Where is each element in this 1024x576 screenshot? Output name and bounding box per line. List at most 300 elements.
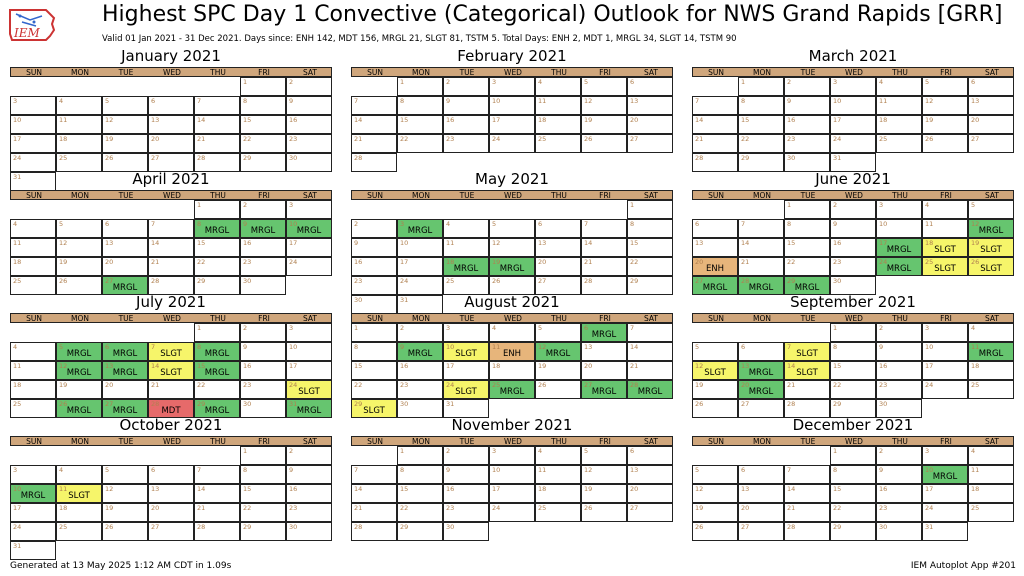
day-number: 16	[354, 258, 363, 266]
outlook-category-label: MRGL	[591, 387, 617, 397]
day-cell	[10, 484, 56, 503]
day-cell	[784, 342, 830, 361]
day-number: 7	[630, 324, 635, 332]
day-cell	[922, 77, 968, 96]
day-cell	[627, 77, 673, 96]
weekday-label: TUE	[459, 68, 475, 77]
day-number: 3	[925, 447, 930, 455]
weekday-label: SAT	[643, 191, 659, 200]
day-number: 5	[538, 324, 543, 332]
day-cell	[443, 446, 489, 465]
day-number: 17	[833, 116, 842, 124]
outlook-category-label: ENH	[705, 264, 725, 274]
day-cell	[581, 446, 627, 465]
day-number: 1	[400, 78, 405, 86]
day-cell	[489, 465, 535, 484]
day-cell	[876, 115, 922, 134]
day-number: 30	[354, 296, 363, 304]
day-cell	[968, 238, 1014, 257]
day-number: 3	[833, 78, 838, 86]
day-number: 5	[105, 466, 110, 474]
outlook-category-label: MRGL	[250, 226, 276, 236]
day-number: 21	[197, 135, 206, 143]
day-number: 20	[630, 116, 639, 124]
day-cell	[240, 380, 286, 399]
day-cell	[581, 96, 627, 115]
day-cell	[397, 77, 443, 96]
day-number: 14	[151, 362, 160, 370]
day-cell	[627, 446, 673, 465]
day-cell	[535, 446, 581, 465]
day-number: 14	[787, 485, 796, 493]
day-cell	[830, 96, 876, 115]
day-cell	[692, 522, 738, 541]
day-number: 16	[879, 485, 888, 493]
month-title: August 2021	[464, 293, 560, 311]
day-cell	[443, 361, 489, 380]
outlook-category-label: SLGT	[68, 491, 90, 501]
svg-text:IEM: IEM	[14, 26, 40, 40]
outlook-category-label: MRGL	[66, 406, 92, 416]
day-cell	[240, 522, 286, 541]
day-cell	[286, 503, 332, 522]
outlook-category-label: MRGL	[499, 264, 525, 274]
day-number: 3	[879, 201, 884, 209]
day-number: 9	[400, 343, 405, 351]
outlook-category-label: MRGL	[296, 406, 322, 416]
day-cell	[194, 342, 240, 361]
day-cell	[627, 361, 673, 380]
outlook-category-label: SLGT	[934, 264, 956, 274]
day-number: 12	[584, 97, 593, 105]
weekday-label: SAT	[302, 437, 318, 446]
day-number: 1	[197, 201, 202, 209]
day-number: 16	[289, 485, 298, 493]
day-cell	[922, 257, 968, 276]
day-number: 21	[787, 381, 796, 389]
weekday-label: TUE	[118, 191, 134, 200]
outlook-category-label: MRGL	[978, 226, 1004, 236]
day-cell	[10, 380, 56, 399]
day-cell	[102, 484, 148, 503]
outlook-category-label: MRGL	[407, 226, 433, 236]
day-number: 26	[105, 523, 114, 531]
day-cell	[240, 342, 286, 361]
day-number: 1	[630, 201, 635, 209]
outlook-category-label: MRGL	[453, 264, 479, 274]
day-number: 27	[151, 154, 160, 162]
day-number: 25	[538, 135, 547, 143]
day-cell	[10, 134, 56, 153]
day-cell	[535, 115, 581, 134]
day-cell	[968, 503, 1014, 522]
day-number: 9	[243, 220, 248, 228]
weekday-label: SAT	[643, 68, 659, 77]
day-cell	[10, 96, 56, 115]
day-cell	[738, 96, 784, 115]
day-number: 3	[446, 324, 451, 332]
month-title: December 2021	[792, 416, 914, 434]
day-number: 10	[400, 239, 409, 247]
day-number: 12	[59, 239, 68, 247]
day-cell	[240, 134, 286, 153]
day-cell	[922, 465, 968, 484]
day-cell	[692, 361, 738, 380]
day-number: 31	[13, 173, 22, 181]
day-number: 30	[243, 400, 252, 408]
weekday-label: THU	[551, 437, 567, 446]
day-number: 5	[492, 220, 497, 228]
weekday-label: THU	[210, 191, 226, 200]
weekday-label: WED	[163, 68, 181, 77]
day-cell	[443, 380, 489, 399]
outlook-category-label: MRGL	[748, 283, 774, 293]
day-number: 20	[151, 135, 160, 143]
day-number: 25	[879, 135, 888, 143]
day-number: 3	[13, 466, 18, 474]
day-number: 14	[354, 485, 363, 493]
day-cell	[581, 361, 627, 380]
day-number: 28	[151, 400, 160, 408]
month-title: March 2021	[808, 47, 898, 65]
day-cell	[240, 465, 286, 484]
day-cell	[489, 115, 535, 134]
day-number: 11	[59, 485, 68, 493]
day-cell	[10, 465, 56, 484]
outlook-category-label: SLGT	[980, 245, 1002, 255]
day-number: 15	[400, 485, 409, 493]
day-number: 29	[197, 400, 206, 408]
day-number: 6	[151, 97, 156, 105]
day-number: 9	[879, 466, 884, 474]
day-number: 2	[879, 324, 884, 332]
day-cell	[876, 380, 922, 399]
day-cell	[627, 380, 673, 399]
day-number: 28	[197, 523, 206, 531]
day-number: 6	[584, 324, 589, 332]
day-number: 19	[584, 485, 593, 493]
day-cell	[922, 522, 968, 541]
day-number: 27	[741, 400, 750, 408]
outlook-category-label: MDT	[161, 406, 181, 416]
day-number: 15	[354, 362, 363, 370]
day-cell	[397, 446, 443, 465]
day-cell	[535, 503, 581, 522]
day-cell	[692, 342, 738, 361]
day-cell	[56, 342, 102, 361]
weekday-label: FRI	[940, 191, 952, 200]
day-number: 17	[879, 239, 888, 247]
weekday-label: MON	[753, 68, 771, 77]
day-number: 14	[151, 239, 160, 247]
day-number: 24	[492, 504, 501, 512]
day-number: 20	[741, 504, 750, 512]
day-number: 26	[695, 400, 704, 408]
day-number: 31	[13, 542, 22, 550]
day-cell	[830, 134, 876, 153]
weekday-label: WED	[163, 437, 181, 446]
weekday-label: SAT	[984, 191, 1000, 200]
day-number: 24	[925, 381, 934, 389]
day-cell	[692, 115, 738, 134]
day-number: 16	[787, 116, 796, 124]
day-cell	[581, 257, 627, 276]
day-number: 22	[243, 135, 252, 143]
day-number: 8	[243, 466, 248, 474]
weekday-label: FRI	[940, 68, 952, 77]
month-title: April 2021	[132, 170, 210, 188]
weekday-label: THU	[210, 437, 226, 446]
day-cell	[194, 257, 240, 276]
outlook-category-label: SLGT	[796, 349, 818, 359]
day-cell	[627, 134, 673, 153]
day-number: 23	[243, 258, 252, 266]
day-cell	[968, 257, 1014, 276]
day-number: 14	[630, 343, 639, 351]
day-number: 28	[197, 154, 206, 162]
day-number: 7	[584, 220, 589, 228]
day-cell	[56, 503, 102, 522]
outlook-category-label: MRGL	[204, 406, 230, 416]
day-cell	[784, 257, 830, 276]
day-number: 18	[446, 258, 455, 266]
weekday-label: MON	[753, 191, 771, 200]
day-cell	[968, 96, 1014, 115]
day-number: 10	[13, 485, 22, 493]
day-number: 27	[630, 504, 639, 512]
day-number: 14	[197, 485, 206, 493]
outlook-category-label: MRGL	[20, 491, 46, 501]
day-number: 22	[400, 504, 409, 512]
day-number: 21	[695, 135, 704, 143]
day-number: 31	[833, 154, 842, 162]
weekday-label: THU	[210, 68, 226, 77]
outlook-category-label: MRGL	[978, 349, 1004, 359]
weekday-label: WED	[504, 68, 522, 77]
day-cell	[738, 238, 784, 257]
month-title: October 2021	[119, 416, 223, 434]
day-number: 24	[400, 277, 409, 285]
day-cell	[922, 200, 968, 219]
weekday-label: MON	[753, 437, 771, 446]
day-cell	[784, 77, 830, 96]
day-cell	[102, 380, 148, 399]
day-cell	[922, 342, 968, 361]
outlook-category-label: ENH	[502, 349, 522, 359]
month-panel	[351, 416, 673, 560]
weekday-label: SUN	[26, 314, 42, 323]
day-number: 4	[538, 78, 543, 86]
day-number: 21	[630, 362, 639, 370]
day-number: 23	[400, 381, 409, 389]
day-cell	[784, 465, 830, 484]
day-number: 19	[584, 116, 593, 124]
weekday-label: FRI	[940, 314, 952, 323]
day-number: 18	[971, 485, 980, 493]
day-cell	[194, 380, 240, 399]
day-cell	[830, 503, 876, 522]
day-number: 5	[584, 447, 589, 455]
day-cell	[876, 503, 922, 522]
day-number: 13	[151, 485, 160, 493]
day-cell	[581, 380, 627, 399]
chart-title: Highest SPC Day 1 Convective (Categorical) Outlook for NWS Grand Rapids [GRR]	[102, 2, 1003, 27]
outlook-category-label: MRGL	[112, 406, 138, 416]
day-cell	[738, 484, 784, 503]
day-cell	[351, 238, 397, 257]
day-cell	[738, 380, 784, 399]
day-number: 13	[105, 239, 114, 247]
day-number: 10	[879, 220, 888, 228]
day-cell	[148, 115, 194, 134]
day-cell	[627, 96, 673, 115]
generated-timestamp: Generated at 13 May 2025 1:12 AM CDT in 1.09s	[10, 561, 232, 571]
day-cell	[148, 380, 194, 399]
weekday-label: SAT	[302, 191, 318, 200]
day-cell	[692, 238, 738, 257]
day-number: 14	[584, 239, 593, 247]
day-number: 15	[197, 239, 206, 247]
day-cell	[581, 115, 627, 134]
day-number: 14	[354, 116, 363, 124]
day-cell	[351, 323, 397, 342]
day-number: 13	[630, 97, 639, 105]
day-cell	[56, 238, 102, 257]
weekday-label: TUE	[118, 68, 134, 77]
day-number: 6	[105, 343, 110, 351]
day-cell	[102, 522, 148, 541]
day-number: 6	[538, 220, 543, 228]
day-cell	[876, 323, 922, 342]
day-number: 18	[59, 135, 68, 143]
day-number: 30	[879, 523, 888, 531]
day-cell	[830, 484, 876, 503]
day-number: 22	[833, 381, 842, 389]
day-number: 29	[833, 523, 842, 531]
day-cell	[102, 238, 148, 257]
day-cell	[581, 238, 627, 257]
day-number: 10	[492, 466, 501, 474]
day-number: 10	[289, 220, 298, 228]
day-cell	[738, 503, 784, 522]
day-number: 1	[400, 447, 405, 455]
day-cell	[535, 77, 581, 96]
day-number: 13	[971, 97, 980, 105]
weekday-label: WED	[504, 437, 522, 446]
day-number: 11	[492, 343, 501, 351]
weekday-label: SUN	[367, 191, 383, 200]
day-cell	[627, 342, 673, 361]
day-number: 9	[446, 466, 451, 474]
day-cell	[830, 342, 876, 361]
weekday-label: MON	[412, 437, 430, 446]
day-cell	[102, 134, 148, 153]
day-cell	[489, 484, 535, 503]
day-cell	[876, 257, 922, 276]
day-number: 18	[538, 485, 547, 493]
day-number: 31	[289, 400, 298, 408]
day-number: 6	[971, 78, 976, 86]
day-cell	[397, 484, 443, 503]
day-number: 9	[354, 239, 359, 247]
day-number: 12	[695, 362, 704, 370]
day-number: 1	[741, 78, 746, 86]
day-cell	[397, 503, 443, 522]
day-number: 28	[151, 277, 160, 285]
day-cell	[830, 323, 876, 342]
day-cell	[286, 380, 332, 399]
day-cell	[56, 115, 102, 134]
day-cell	[692, 257, 738, 276]
weekday-label: TUE	[459, 191, 475, 200]
day-number: 14	[787, 362, 796, 370]
day-cell	[443, 134, 489, 153]
day-cell	[738, 257, 784, 276]
day-number: 6	[695, 220, 700, 228]
day-number: 1	[197, 324, 202, 332]
day-cell	[286, 361, 332, 380]
weekday-label: MON	[71, 437, 89, 446]
day-cell	[784, 219, 830, 238]
day-cell	[876, 465, 922, 484]
day-cell	[286, 115, 332, 134]
day-cell	[286, 484, 332, 503]
day-cell	[102, 219, 148, 238]
app-label: IEM Autoplot App #201	[910, 561, 1016, 571]
day-cell	[443, 465, 489, 484]
day-number: 29	[630, 277, 639, 285]
day-number: 5	[105, 97, 110, 105]
outlook-category-label: SLGT	[160, 368, 182, 378]
day-cell	[56, 219, 102, 238]
day-number: 29	[243, 523, 252, 531]
day-number: 11	[13, 362, 22, 370]
day-cell	[397, 134, 443, 153]
day-number: 13	[584, 343, 593, 351]
month-panel	[692, 416, 1014, 560]
day-cell	[535, 323, 581, 342]
day-cell	[351, 134, 397, 153]
weekday-header	[351, 190, 673, 200]
day-number: 31	[446, 400, 455, 408]
day-number: 26	[105, 154, 114, 162]
day-number: 23	[289, 504, 298, 512]
day-cell	[692, 503, 738, 522]
day-number: 5	[695, 343, 700, 351]
day-cell	[784, 361, 830, 380]
day-number: 22	[354, 381, 363, 389]
month-title: November 2021	[451, 416, 573, 434]
day-number: 2	[243, 324, 248, 332]
day-number: 23	[879, 504, 888, 512]
day-cell	[784, 200, 830, 219]
day-number: 7	[787, 343, 792, 351]
day-number: 11	[446, 239, 455, 247]
day-cell	[876, 96, 922, 115]
weekday-label: SAT	[984, 314, 1000, 323]
day-number: 18	[538, 116, 547, 124]
day-cell	[443, 219, 489, 238]
day-number: 17	[492, 116, 501, 124]
day-cell	[876, 342, 922, 361]
day-number: 22	[400, 135, 409, 143]
day-cell	[443, 77, 489, 96]
day-number: 26	[925, 135, 934, 143]
day-number: 30	[879, 400, 888, 408]
weekday-label: MON	[71, 314, 89, 323]
day-number: 13	[741, 362, 750, 370]
day-number: 18	[13, 381, 22, 389]
